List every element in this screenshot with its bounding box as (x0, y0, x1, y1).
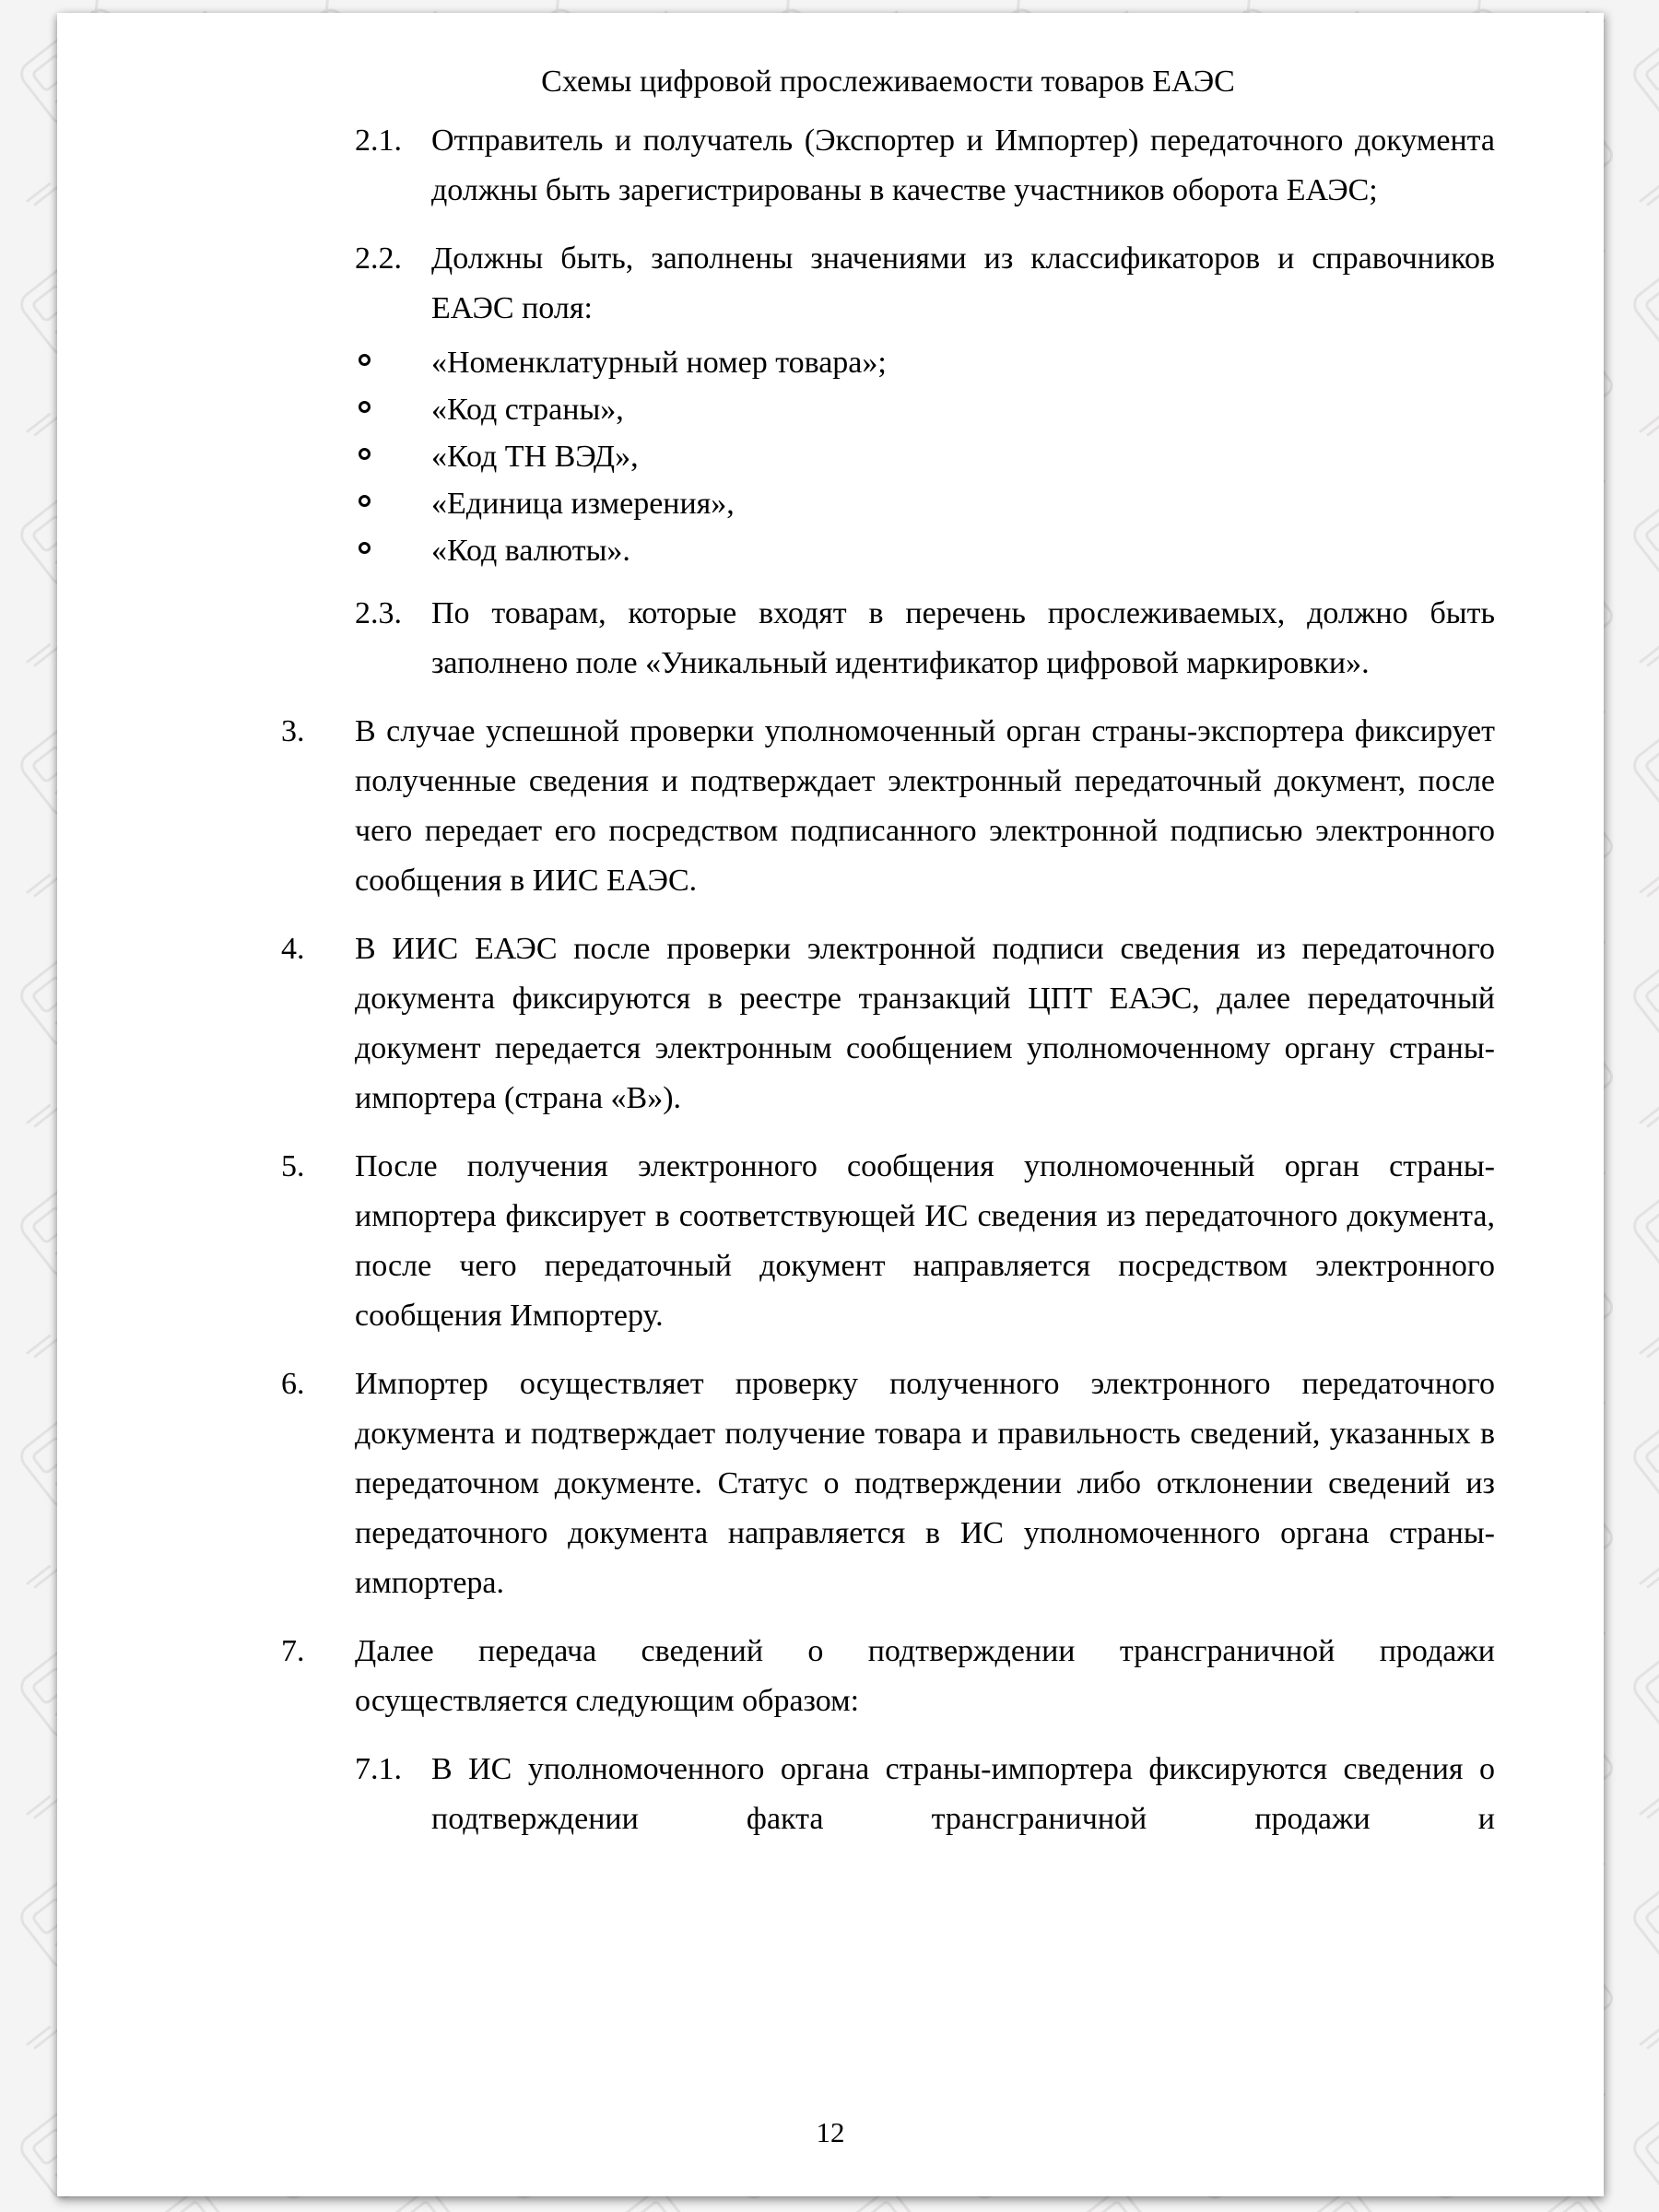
item-number: 4. (281, 932, 305, 966)
item-text: После получения электронного сообщения уполномоченный орган страны-импортера фиксирует в соответствующей ИС сведения из передаточного документа, после чего передаточный документ направляется посредством электронного сообщения Импортеру. (355, 1149, 1495, 1333)
item-number: 7.1. (355, 1752, 402, 1786)
item-number: 2.1. (355, 124, 402, 158)
item-number: 3. (281, 714, 305, 748)
list-item-2-3 (281, 589, 1495, 688)
list-item-6 (281, 1359, 1495, 1608)
bullet-item (281, 433, 1495, 480)
bullet-circle-icon (359, 495, 371, 507)
bullet-circle-icon (359, 354, 371, 366)
page-number: 12 (816, 2116, 845, 2148)
bullet-text: «Код валюты». (431, 534, 630, 568)
item-text: В ИИС ЕАЭС после проверки электронной подписи сведения из передаточного документа фиксируются в реестре транзакций ЦПТ ЕАЭС, далее передаточный документ передается электронным сообщением уполномоченному органу страны-импортера (страна «В»). (355, 932, 1495, 1115)
bullet-circle-icon (359, 542, 371, 554)
bullet-circle-icon (359, 448, 371, 460)
item-number: 2.2. (355, 241, 402, 276)
bullet-item (281, 339, 1495, 386)
document-page (57, 13, 1604, 2196)
bullet-circle-icon (359, 401, 371, 413)
list-item-3 (281, 707, 1495, 906)
list-item-2-1 (281, 116, 1495, 216)
bullet-text: «Номенклатурный номер товара»; (431, 346, 887, 380)
item-text: Далее передача сведений о подтверждении трансграничной продажи осуществляется следующим образом: (355, 1634, 1495, 1718)
item-text: Должны быть, заполнены значениями из классификаторов и справочников ЕАЭС поля: (431, 241, 1495, 325)
item-text: Отправитель и получатель (Экспортер и Импортер) передаточного документа должны быть зарегистрированы в качестве участников оборота ЕАЭС; (431, 124, 1495, 207)
list-item-7-1 (281, 1745, 1495, 1844)
list-item-5 (281, 1142, 1495, 1341)
item-text: По товарам, которые входят в перечень прослеживаемых, должно быть заполнено поле «Уникальный идентификатор цифровой маркировки». (431, 596, 1495, 680)
list-item-4 (281, 924, 1495, 1124)
bullet-text: «Код ТН ВЭД», (431, 440, 639, 474)
item-text: В ИС уполномоченного органа страны-импортера фиксируются сведения о подтверждении факта трансграничной продажи и (431, 1752, 1495, 1836)
list-item-7 (281, 1627, 1495, 1726)
bullet-list (281, 339, 1495, 574)
bullet-item (281, 480, 1495, 527)
item-text: Импортер осуществляет проверку полученного электронного передаточного документа и подтверждает получение товара и правильность сведений, указанных в передаточном документе. Статус о подтверждении либо отклонении сведений из передаточного документа направляется в ИС уполномоченного органа страны-импортера. (355, 1367, 1495, 1600)
item-number: 5. (281, 1149, 305, 1183)
list-item-2-2 (281, 234, 1495, 334)
item-text: В случае успешной проверки уполномоченный орган страны-экспортера фиксирует полученные сведения и подтверждает электронный передаточный документ, после чего передает его посредством подписанного электронной подписью электронного сообщения в ИИС ЕАЭС. (355, 714, 1495, 898)
page-title: Схемы цифровой прослеживаемости товаров ЕАЭС (541, 65, 1235, 99)
bullet-item (281, 386, 1495, 433)
bullet-item (281, 527, 1495, 574)
item-number: 2.3. (355, 596, 402, 630)
item-number: 7. (281, 1634, 305, 1668)
item-number: 6. (281, 1367, 305, 1401)
bullet-text: «Код страны», (431, 393, 624, 427)
bullet-text: «Единица измерения», (431, 487, 735, 521)
